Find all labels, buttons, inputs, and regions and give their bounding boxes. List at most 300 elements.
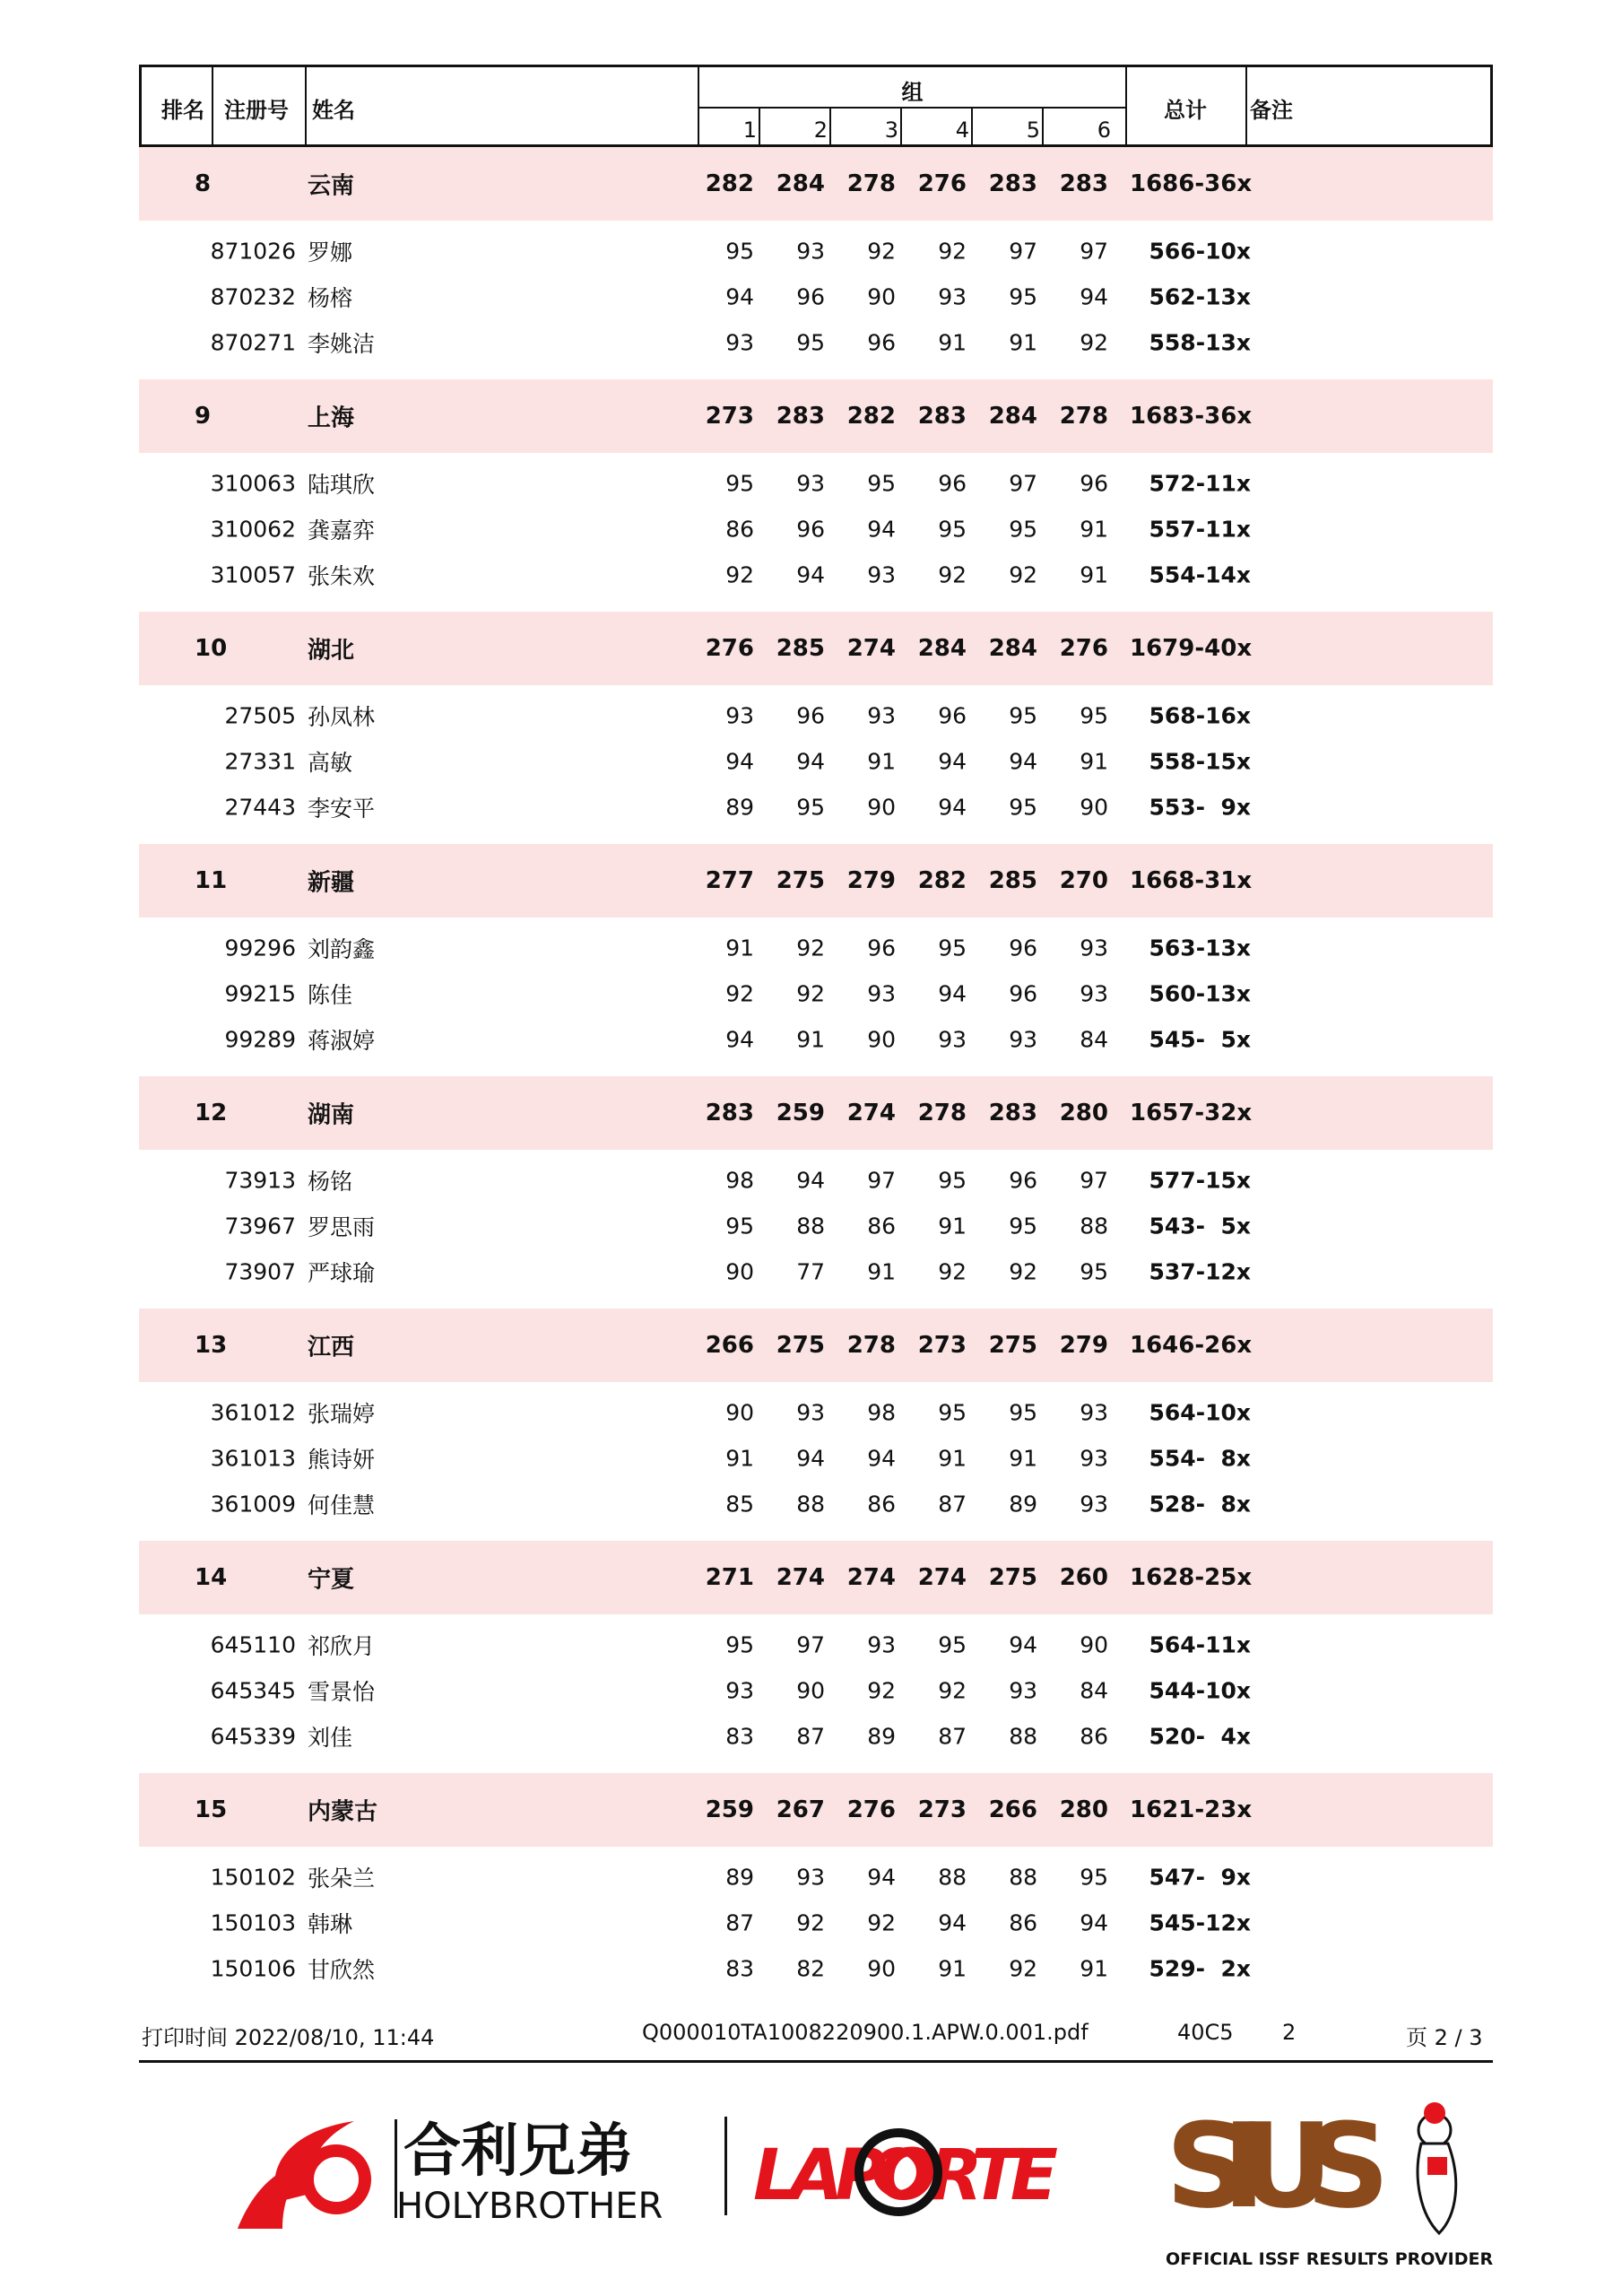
team-series-score: 278 [1059,403,1108,430]
member-series-score: 98 [725,1167,754,1193]
team-series-score: 274 [917,1564,967,1591]
member-total: 568-16x [1149,702,1251,728]
team-rank: 11 [195,867,228,894]
member-reg-number: 310057 [210,561,296,587]
member-series-score: 94 [867,516,896,542]
member-series-score: 96 [1009,1167,1037,1193]
team-series-score: 271 [705,1564,754,1591]
divider [305,67,307,144]
team-row [139,1076,1493,1150]
member-total: 558-13x [1149,329,1251,355]
member-name: 张朵兰 [308,1865,376,1892]
member-name: 蒋淑婷 [308,1027,376,1054]
member-total: 564-11x [1149,1631,1251,1657]
member-row [139,1900,1493,1945]
member-series-score: 93 [796,470,825,496]
divider [1125,67,1127,144]
member-total: 564-10x [1149,1399,1251,1425]
member-series-score: 91 [725,1445,754,1471]
member-series-score: 90 [725,1399,754,1425]
team-series-score: 285 [776,635,825,662]
team-total: 1657-32x [1130,1100,1253,1126]
member-series-score: 95 [725,470,754,496]
team-rank: 12 [195,1100,228,1126]
member-series-score: 93 [938,283,967,309]
team-name: 上海 [308,404,355,432]
member-series-score: 95 [1009,1399,1037,1425]
team-name: 江西 [308,1334,355,1361]
team-series-score: 278 [846,1332,896,1359]
member-series-score: 86 [1080,1723,1108,1749]
member-series-score: 94 [938,794,967,820]
member-reg-number: 310062 [210,516,296,542]
member-series-score: 96 [938,702,967,728]
member-series-score: 90 [1080,1631,1108,1657]
team-total: 1679-40x [1130,635,1253,662]
member-series-score: 93 [796,1864,825,1890]
member-row [139,784,1493,830]
member-name: 祁欣月 [308,1632,376,1659]
member-series-score: 92 [938,1258,967,1284]
member-series-score: 95 [1080,702,1108,728]
member-row [139,1016,1493,1062]
member-series-score: 92 [867,1909,896,1935]
sius-text: SIUS [1166,2098,1390,2234]
member-series-score: 88 [938,1864,967,1890]
team-series-score: 274 [776,1564,825,1591]
team-series-score: 274 [846,1100,896,1126]
member-series-score: 92 [938,238,967,264]
member-row [139,738,1493,784]
team-rank: 13 [195,1332,228,1359]
team-series-score: 284 [988,403,1037,430]
member-series-score: 92 [938,1677,967,1703]
member-series-score: 88 [796,1491,825,1517]
team-name: 云南 [308,172,355,200]
member-series-score: 93 [1080,1399,1108,1425]
header-remark: 备注 [1250,98,1293,123]
member-series-score: 90 [867,794,896,820]
page-indicator: 页 2 / 3 [1406,2025,1483,2050]
series-header-1: 1 [742,117,757,143]
member-total: 577-15x [1149,1167,1251,1193]
member-name: 杨榕 [308,284,353,311]
team-rank: 8 [195,170,212,197]
divider [212,67,213,144]
member-reg-number: 27331 [224,748,296,774]
laporte-logo [753,2099,1076,2233]
logo-separator [724,2117,727,2215]
member-series-score: 97 [1009,470,1037,496]
team-series-score: 275 [988,1564,1037,1591]
member-series-score: 93 [725,1677,754,1703]
team-series-score: 275 [776,867,825,894]
member-series-score: 95 [1009,516,1037,542]
member-total: 560-13x [1149,980,1251,1006]
team-series-score: 276 [846,1796,896,1823]
member-reg-number: 150103 [210,1909,296,1935]
member-series-score: 95 [796,329,825,355]
member-reg-number: 99215 [224,980,296,1006]
team-series-score: 275 [988,1332,1037,1359]
team-series-score: 273 [917,1332,967,1359]
member-series-score: 91 [867,748,896,774]
member-name: 李姚洁 [308,330,376,357]
member-series-score: 84 [1080,1026,1108,1052]
member-name: 孙凤林 [308,703,376,730]
team-series-score: 284 [776,170,825,197]
member-reg-number: 361012 [210,1399,296,1425]
member-row [139,552,1493,597]
member-row [139,319,1493,365]
team-series-score: 283 [776,403,825,430]
member-series-score: 86 [867,1491,896,1517]
member-series-score: 94 [796,561,825,587]
member-series-score: 95 [1009,1213,1037,1239]
member-series-score: 91 [938,1445,967,1471]
member-total: 545- 5x [1149,1026,1251,1052]
series-header-2: 2 [813,117,828,143]
header-total: 总计 [1164,98,1207,123]
member-series-score: 95 [938,1631,967,1657]
member-series-score: 91 [938,1955,967,1981]
divider [829,107,831,144]
member-name: 严球瑜 [308,1259,376,1286]
member-series-score: 93 [1080,1445,1108,1471]
member-series-score: 95 [725,238,754,264]
member-series-score: 90 [867,1955,896,1981]
member-name: 何佳慧 [308,1492,376,1518]
member-series-score: 86 [867,1213,896,1239]
team-series-score: 274 [846,635,896,662]
team-rank: 15 [195,1796,228,1823]
member-series-score: 92 [1009,561,1037,587]
member-series-score: 93 [725,329,754,355]
member-series-score: 92 [796,980,825,1006]
member-series-score: 91 [1080,1955,1108,1981]
sius-logo [1166,2081,1497,2269]
member-series-score: 95 [1009,702,1037,728]
member-series-score: 95 [938,516,967,542]
member-series-score: 93 [1080,980,1108,1006]
divider [1042,107,1044,144]
team-name: 湖北 [308,637,355,665]
member-name: 雪景怡 [308,1678,376,1705]
member-row [139,1389,1493,1435]
member-series-score: 97 [796,1631,825,1657]
member-total: 528- 8x [1149,1491,1251,1517]
holybrother-en-text: HOLYBROTHER [396,2186,664,2227]
team-series-score: 260 [1059,1564,1108,1591]
team-series-score: 276 [917,170,967,197]
member-reg-number: 870232 [210,283,296,309]
member-total: 545-12x [1149,1909,1251,1935]
member-series-score: 92 [867,238,896,264]
member-reg-number: 361009 [210,1491,296,1517]
member-series-score: 94 [796,748,825,774]
member-series-score: 94 [867,1864,896,1890]
member-series-score: 77 [796,1258,825,1284]
team-series-score: 276 [705,635,754,662]
team-series-score: 283 [1059,170,1108,197]
member-series-score: 96 [796,702,825,728]
member-series-score: 94 [796,1445,825,1471]
member-series-score: 92 [796,935,825,961]
team-total: 1683-36x [1130,403,1253,430]
member-series-score: 94 [938,1909,967,1935]
member-series-score: 94 [796,1167,825,1193]
member-row [139,1157,1493,1203]
member-series-score: 95 [938,1167,967,1193]
holybrother-cn-text: 合利兄弟 [403,2118,633,2185]
member-series-score: 91 [796,1026,825,1052]
member-total: 520- 4x [1149,1723,1251,1749]
header-group: 组 [901,80,924,105]
member-row [139,506,1493,552]
member-name: 罗思雨 [308,1213,376,1240]
member-name: 杨铭 [308,1168,353,1195]
member-reg-number: 361013 [210,1445,296,1471]
team-series-score: 273 [705,403,754,430]
team-total: 1686-36x [1130,170,1253,197]
member-series-score: 97 [1080,1167,1108,1193]
member-series-score: 96 [867,329,896,355]
member-total: 566-10x [1149,238,1251,264]
member-series-score: 92 [1009,1258,1037,1284]
team-total: 1646-26x [1130,1332,1253,1359]
team-series-score: 284 [917,635,967,662]
member-row [139,228,1493,274]
member-series-score: 93 [1009,1677,1037,1703]
member-reg-number: 870271 [210,329,296,355]
member-series-score: 92 [1009,1955,1037,1981]
team-series-score: 266 [705,1332,754,1359]
member-reg-number: 871026 [210,238,296,264]
team-total: 1668-31x [1130,867,1253,894]
member-total: 543- 5x [1149,1213,1251,1239]
team-name: 内蒙古 [308,1798,378,1826]
member-row [139,1945,1493,1991]
member-series-score: 94 [725,748,754,774]
member-series-score: 95 [725,1213,754,1239]
member-series-score: 87 [725,1909,754,1935]
divider [759,107,760,144]
team-series-score: 283 [917,403,967,430]
member-series-score: 96 [796,516,825,542]
member-series-score: 95 [867,470,896,496]
member-series-score: 88 [796,1213,825,1239]
series-header-5: 5 [1026,117,1040,143]
team-rank: 10 [195,635,228,662]
divider [900,107,902,144]
team-series-score: 283 [988,1100,1037,1126]
member-series-score: 88 [1009,1723,1037,1749]
member-series-score: 90 [796,1677,825,1703]
member-total: 563-13x [1149,935,1251,961]
member-series-score: 93 [725,702,754,728]
page-number-small: 2 [1282,2020,1297,2045]
member-total: 547- 9x [1149,1864,1251,1890]
team-series-score: 283 [988,170,1037,197]
divider [1245,67,1247,144]
team-series-score: 279 [1059,1332,1108,1359]
member-series-score: 84 [1080,1677,1108,1703]
team-series-score: 279 [846,867,896,894]
member-name: 李安平 [308,795,376,822]
team-series-score: 276 [1059,635,1108,662]
team-series-score: 282 [846,403,896,430]
member-row [139,692,1493,738]
member-reg-number: 645345 [210,1677,296,1703]
member-series-score: 92 [725,561,754,587]
member-series-score: 90 [867,1026,896,1052]
member-reg-number: 73967 [224,1213,296,1239]
member-series-score: 96 [796,283,825,309]
member-series-score: 93 [796,1399,825,1425]
team-series-score: 273 [917,1796,967,1823]
results-table [139,147,1493,2005]
member-name: 刘佳 [308,1724,353,1751]
team-name: 新疆 [308,869,355,897]
member-series-score: 85 [725,1491,754,1517]
member-series-score: 97 [867,1167,896,1193]
member-series-score: 88 [1009,1864,1037,1890]
member-series-score: 83 [725,1723,754,1749]
footer-divider [139,2060,1493,2063]
member-series-score: 83 [725,1955,754,1981]
member-series-score: 89 [725,794,754,820]
member-series-score: 93 [867,702,896,728]
team-series-score: 278 [917,1100,967,1126]
member-series-score: 95 [1009,794,1037,820]
member-name: 张瑞婷 [308,1400,376,1427]
member-row [139,970,1493,1016]
member-name: 韩琳 [308,1910,353,1937]
member-reg-number: 645110 [210,1631,296,1657]
team-series-score: 270 [1059,867,1108,894]
member-series-score: 92 [725,980,754,1006]
member-name: 罗娜 [308,239,353,265]
team-row [139,612,1493,685]
member-name: 陈佳 [308,981,353,1008]
member-series-score: 94 [1080,283,1108,309]
member-series-score: 91 [938,1213,967,1239]
member-series-score: 96 [1009,980,1037,1006]
team-row [139,1309,1493,1382]
member-row [139,1713,1493,1759]
member-series-score: 90 [867,283,896,309]
member-series-score: 96 [938,470,967,496]
member-row [139,1854,1493,1900]
member-total: 554- 8x [1149,1445,1251,1471]
member-series-score: 92 [796,1909,825,1935]
member-series-score: 95 [796,794,825,820]
member-name: 陆琪欣 [308,471,376,498]
member-reg-number: 310063 [210,470,296,496]
team-row [139,1773,1493,1847]
member-series-score: 90 [725,1258,754,1284]
member-series-score: 95 [1009,283,1037,309]
member-series-score: 93 [867,561,896,587]
member-series-score: 98 [867,1399,896,1425]
member-series-score: 87 [938,1491,967,1517]
team-series-score: 277 [705,867,754,894]
team-rank: 9 [195,403,212,430]
member-series-score: 93 [1080,935,1108,961]
team-series-score: 266 [988,1796,1037,1823]
member-series-score: 91 [1080,516,1108,542]
member-series-score: 86 [1009,1909,1037,1935]
holybrother-logo [229,2103,695,2238]
member-series-score: 94 [938,980,967,1006]
event-code: 40C5 [1177,2020,1234,2045]
team-series-score: 280 [1059,1796,1108,1823]
member-series-score: 94 [1009,1631,1037,1657]
team-row [139,147,1493,221]
member-series-score: 91 [725,935,754,961]
member-series-score: 89 [1009,1491,1037,1517]
member-series-score: 94 [1009,748,1037,774]
member-series-score: 93 [1080,1491,1108,1517]
file-name: Q000010TA1008220900.1.APW.0.001.pdf [642,2020,1089,2045]
member-series-score: 95 [725,1631,754,1657]
member-total: 572-11x [1149,470,1251,496]
member-series-score: 93 [867,1631,896,1657]
member-name: 龚嘉弈 [308,517,376,544]
team-row [139,844,1493,918]
header-rank: 排名 [161,98,204,123]
member-series-score: 82 [796,1955,825,1981]
team-name: 湖南 [308,1101,355,1129]
member-series-score: 95 [1080,1258,1108,1284]
member-series-score: 88 [1080,1213,1108,1239]
member-reg-number: 99296 [224,935,296,961]
series-header-3: 3 [884,117,898,143]
team-series-score: 275 [776,1332,825,1359]
member-total: 557-11x [1149,516,1251,542]
member-reg-number: 73913 [224,1167,296,1193]
member-series-score: 91 [1080,748,1108,774]
member-series-score: 95 [938,935,967,961]
member-total: 558-15x [1149,748,1251,774]
member-series-score: 91 [1080,561,1108,587]
divider [699,107,1125,109]
member-total: 553- 9x [1149,794,1251,820]
member-row [139,1435,1493,1481]
member-series-score: 96 [1080,470,1108,496]
member-reg-number: 99289 [224,1026,296,1052]
member-reg-number: 645339 [210,1723,296,1749]
member-series-score: 94 [725,283,754,309]
member-reg-number: 27443 [224,794,296,820]
member-row [139,274,1493,319]
member-row [139,1622,1493,1667]
member-series-score: 93 [1009,1026,1037,1052]
member-name: 刘韵鑫 [308,935,376,962]
member-total: 544-10x [1149,1677,1251,1703]
team-series-score: 282 [705,170,754,197]
member-series-score: 89 [867,1723,896,1749]
series-header-6: 6 [1097,117,1111,143]
member-series-score: 87 [796,1723,825,1749]
member-series-score: 91 [1009,1445,1037,1471]
member-series-score: 96 [1009,935,1037,961]
member-series-score: 97 [1009,238,1037,264]
team-series-score: 284 [988,635,1037,662]
series-header-4: 4 [955,117,969,143]
member-row [139,1203,1493,1248]
team-series-score: 259 [776,1100,825,1126]
